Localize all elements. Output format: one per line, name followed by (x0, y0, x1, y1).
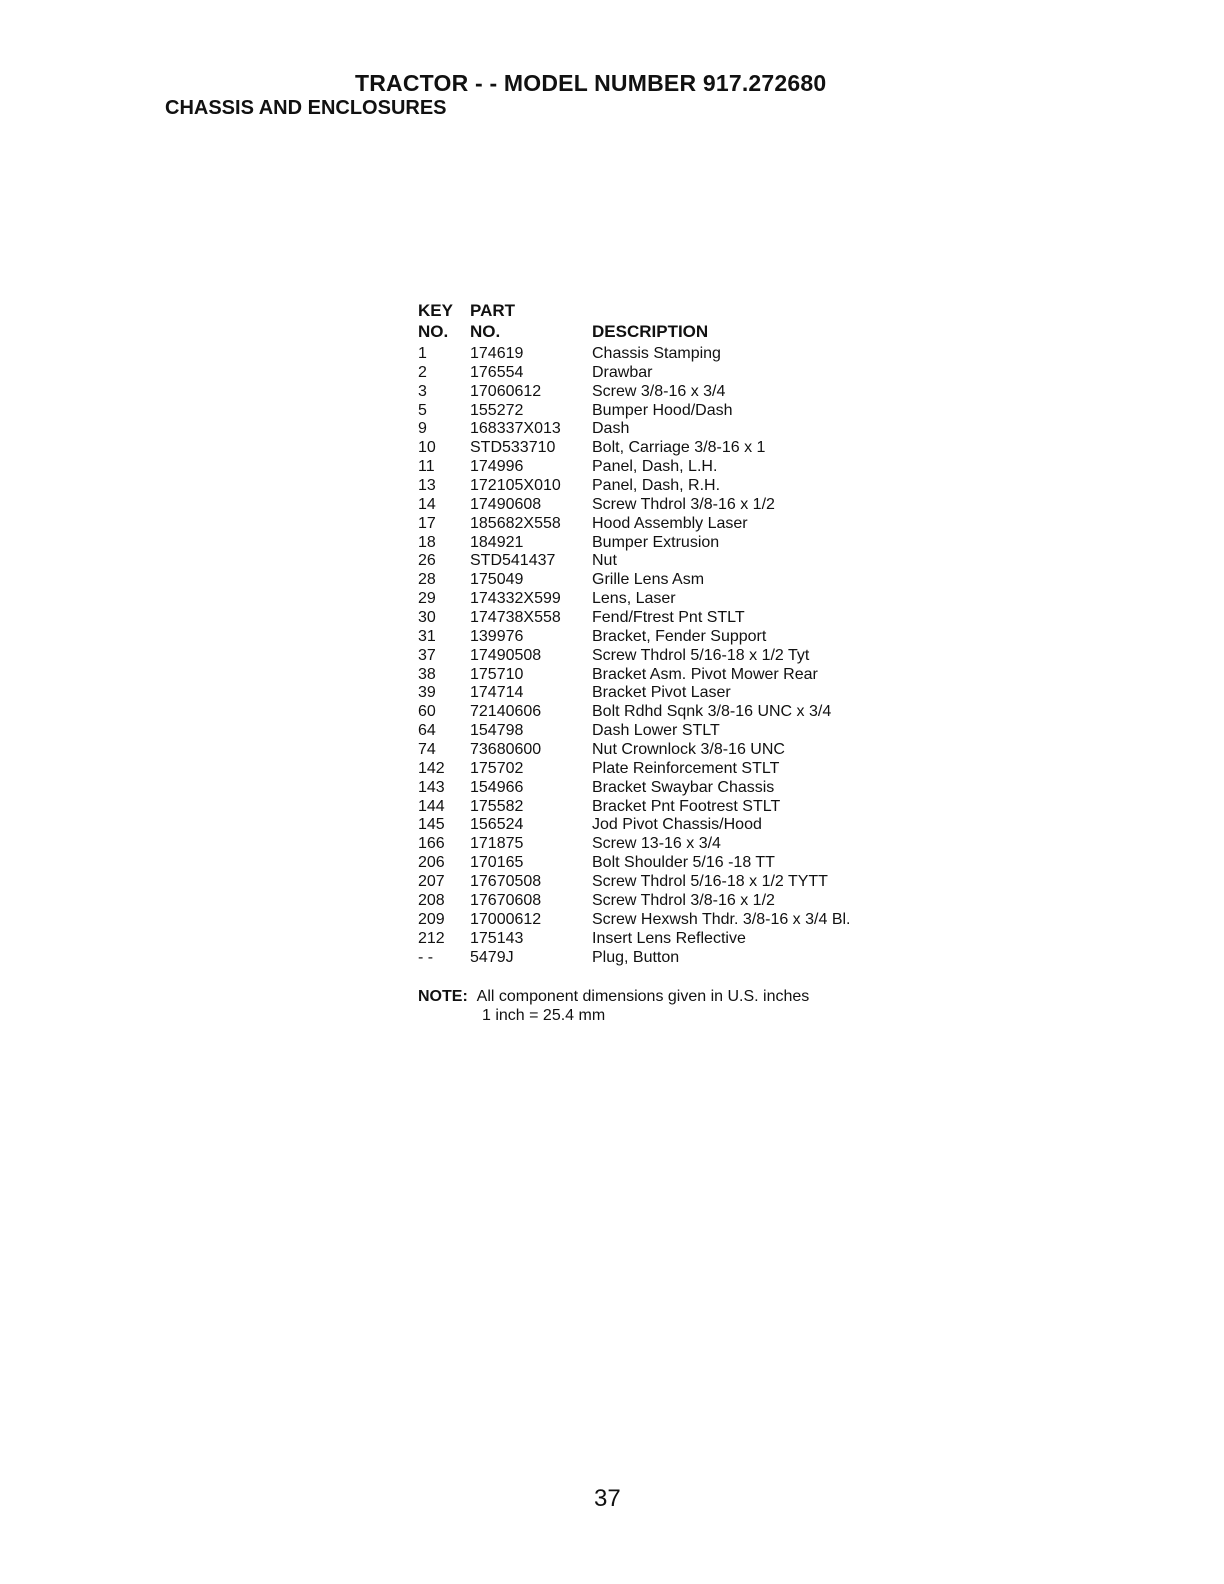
part-description: Screw 13-16 x 3/4 (592, 835, 721, 853)
part-number: 73680600 (470, 741, 542, 759)
key-number: 74 (418, 741, 436, 759)
table-row (418, 383, 850, 402)
part-description: Bracket, Fender Support (592, 627, 767, 645)
header-description: DESCRIPTION (592, 322, 709, 341)
table-row (418, 930, 850, 949)
part-number: 176554 (470, 363, 524, 381)
key-number: 28 (418, 571, 436, 589)
part-description: Fend/Ftrest Pnt STLT (592, 609, 745, 627)
part-description: Bracket Asm. Pivot Mower Rear (592, 665, 818, 683)
table-row (418, 949, 850, 968)
table-row (418, 477, 850, 496)
table-row (418, 760, 850, 779)
part-number: 174996 (470, 458, 524, 476)
part-number: 171875 (470, 835, 524, 853)
table-row (418, 515, 850, 534)
table-row (418, 590, 850, 609)
key-number: 14 (418, 495, 436, 513)
part-description: Screw Hexwsh Thdr. 3/8-16 x 3/4 Bl. (592, 910, 851, 928)
table-row (418, 835, 850, 854)
part-description: Bumper Extrusion (592, 533, 720, 551)
header-key-label: KEY (418, 301, 453, 320)
key-number: 17 (418, 514, 436, 532)
section-title: CHASSIS AND ENCLOSURES (165, 97, 447, 119)
table-row (418, 741, 850, 760)
part-number: 154966 (470, 778, 524, 796)
key-number: 207 (418, 873, 445, 891)
key-number: 166 (418, 835, 445, 853)
key-number: 64 (418, 722, 436, 740)
part-description: Nut (592, 552, 617, 570)
part-description: Plug, Button (592, 948, 680, 966)
key-number: 143 (418, 778, 445, 796)
table-row (418, 816, 850, 835)
table-row (418, 420, 850, 439)
table-row (418, 873, 850, 892)
part-description: Bracket Pivot Laser (592, 684, 731, 702)
table-row (418, 628, 850, 647)
part-description: Jod Pivot Chassis/Hood (592, 816, 762, 834)
part-description: Screw Thdrol 3/8-16 x 1/2 (592, 891, 775, 909)
table-row (418, 571, 850, 590)
table-row (418, 552, 850, 571)
header-part-no: NO. (470, 322, 501, 341)
part-number: 17060612 (470, 382, 542, 400)
part-description: Hood Assembly Laser (592, 514, 748, 532)
part-description: Insert Lens Reflective (592, 929, 746, 947)
part-number: 17000612 (470, 910, 542, 928)
part-number: 5479J (470, 948, 514, 966)
table-row (418, 911, 850, 930)
part-description: Dash Lower STLT (592, 722, 720, 740)
key-number: 26 (418, 552, 436, 570)
key-number: 3 (418, 382, 427, 400)
part-description: Screw Thdrol 3/8-16 x 1/2 (592, 495, 775, 513)
header-key-no: NO. (418, 322, 449, 341)
part-description: Bumper Hood/Dash (592, 401, 733, 419)
part-number: 172105X010 (470, 477, 561, 495)
key-number: 142 (418, 759, 445, 777)
page-title: TRACTOR - - MODEL NUMBER 917.272680 (355, 70, 827, 96)
part-number: 156524 (470, 816, 524, 834)
part-number: 185682X558 (470, 514, 561, 532)
part-description: Bolt Shoulder 5/16 -18 TT (592, 854, 775, 872)
table-row (418, 666, 850, 685)
part-number: 175582 (470, 797, 524, 815)
note (418, 987, 809, 1025)
note-line-1 (418, 987, 809, 1006)
header-part-label: PART (470, 301, 516, 320)
key-number: 18 (418, 533, 436, 551)
part-description: Panel, Dash, R.H. (592, 477, 721, 495)
part-description: Screw Thdrol 5/16-18 x 1/2 Tyt (592, 646, 810, 664)
part-number: 168337X013 (470, 420, 561, 438)
part-number: 174332X599 (470, 590, 561, 608)
part-number: STD541437 (470, 552, 556, 570)
part-number: 139976 (470, 627, 524, 645)
key-number: 30 (418, 609, 436, 627)
part-number: 154798 (470, 722, 524, 740)
part-description: Nut Crownlock 3/8-16 UNC (592, 741, 785, 759)
table-row (418, 345, 850, 364)
key-number: 39 (418, 684, 436, 702)
note-line-2: 1 inch = 25.4 mm (482, 1007, 606, 1024)
part-number: 72140606 (470, 703, 542, 721)
part-number: 175049 (470, 571, 524, 589)
key-number: 29 (418, 590, 436, 608)
table-row (418, 439, 850, 458)
part-description: Panel, Dash, L.H. (592, 458, 718, 476)
note-text: All component dimensions given in U.S. inches (476, 988, 810, 1005)
table-row (418, 703, 850, 722)
part-description: Lens, Laser (592, 590, 676, 608)
table-row (418, 779, 850, 798)
table-row (418, 609, 850, 628)
part-description: Drawbar (592, 363, 653, 381)
table-row (418, 402, 850, 421)
table-row (418, 892, 850, 911)
key-number: 31 (418, 627, 436, 645)
table-row (418, 854, 850, 873)
part-number: 175710 (470, 665, 524, 683)
parts-list (418, 300, 850, 967)
key-number: 212 (418, 929, 445, 947)
key-number: 209 (418, 910, 445, 928)
key-number: 60 (418, 703, 436, 721)
part-description: Bolt, Carriage 3/8-16 x 1 (592, 439, 766, 457)
part-number: 170165 (470, 854, 524, 872)
page-number: 37 (594, 1485, 621, 1512)
part-description: Bracket Pnt Footrest STLT (592, 797, 781, 815)
part-number: 17490508 (470, 646, 542, 664)
part-description: Grille Lens Asm (592, 571, 705, 589)
key-number: 11 (418, 458, 435, 476)
key-number: 145 (418, 816, 445, 834)
key-number: 206 (418, 854, 445, 872)
table-row (418, 647, 850, 666)
part-description: Screw 3/8-16 x 3/4 (592, 382, 726, 400)
key-number: - - (418, 948, 434, 966)
part-number: 174714 (470, 684, 524, 702)
part-number: 175143 (470, 929, 524, 947)
table-row (418, 458, 850, 477)
part-number: 17490608 (470, 495, 542, 513)
table-row (418, 534, 850, 553)
key-number: 37 (418, 646, 436, 664)
part-number: 174738X558 (470, 609, 561, 627)
part-number: 175702 (470, 759, 524, 777)
key-number: 5 (418, 401, 427, 419)
key-number: 2 (418, 363, 427, 381)
part-number: 155272 (470, 401, 524, 419)
table-row (418, 798, 850, 817)
table-row (418, 364, 850, 383)
part-description: Plate Reinforcement STLT (592, 759, 780, 777)
part-number: 174619 (470, 345, 524, 362)
part-description: Chassis Stamping (592, 345, 721, 362)
part-number: 17670608 (470, 891, 542, 909)
part-description: Dash (592, 420, 630, 438)
key-number: 1 (418, 345, 427, 362)
part-number: 184921 (470, 533, 524, 551)
part-number: 17670508 (470, 873, 542, 891)
part-description: Screw Thdrol 5/16-18 x 1/2 TYTT (592, 873, 828, 891)
part-description: Bracket Swaybar Chassis (592, 778, 775, 796)
key-number: 10 (418, 439, 436, 457)
key-number: 13 (418, 477, 436, 495)
part-number: STD533710 (470, 439, 556, 457)
part-description: Bolt Rdhd Sqnk 3/8-16 UNC x 3/4 (592, 703, 832, 721)
note-label: NOTE: (418, 988, 468, 1005)
key-number: 144 (418, 797, 445, 815)
key-number: 208 (418, 891, 445, 909)
parts-rows (418, 345, 850, 967)
table-row (418, 722, 850, 741)
key-number: 9 (418, 420, 427, 438)
table-header-row-2 (418, 321, 850, 342)
table-header-row-1 (418, 300, 850, 321)
key-number: 38 (418, 665, 436, 683)
table-row (418, 496, 850, 515)
table-row (418, 684, 850, 703)
